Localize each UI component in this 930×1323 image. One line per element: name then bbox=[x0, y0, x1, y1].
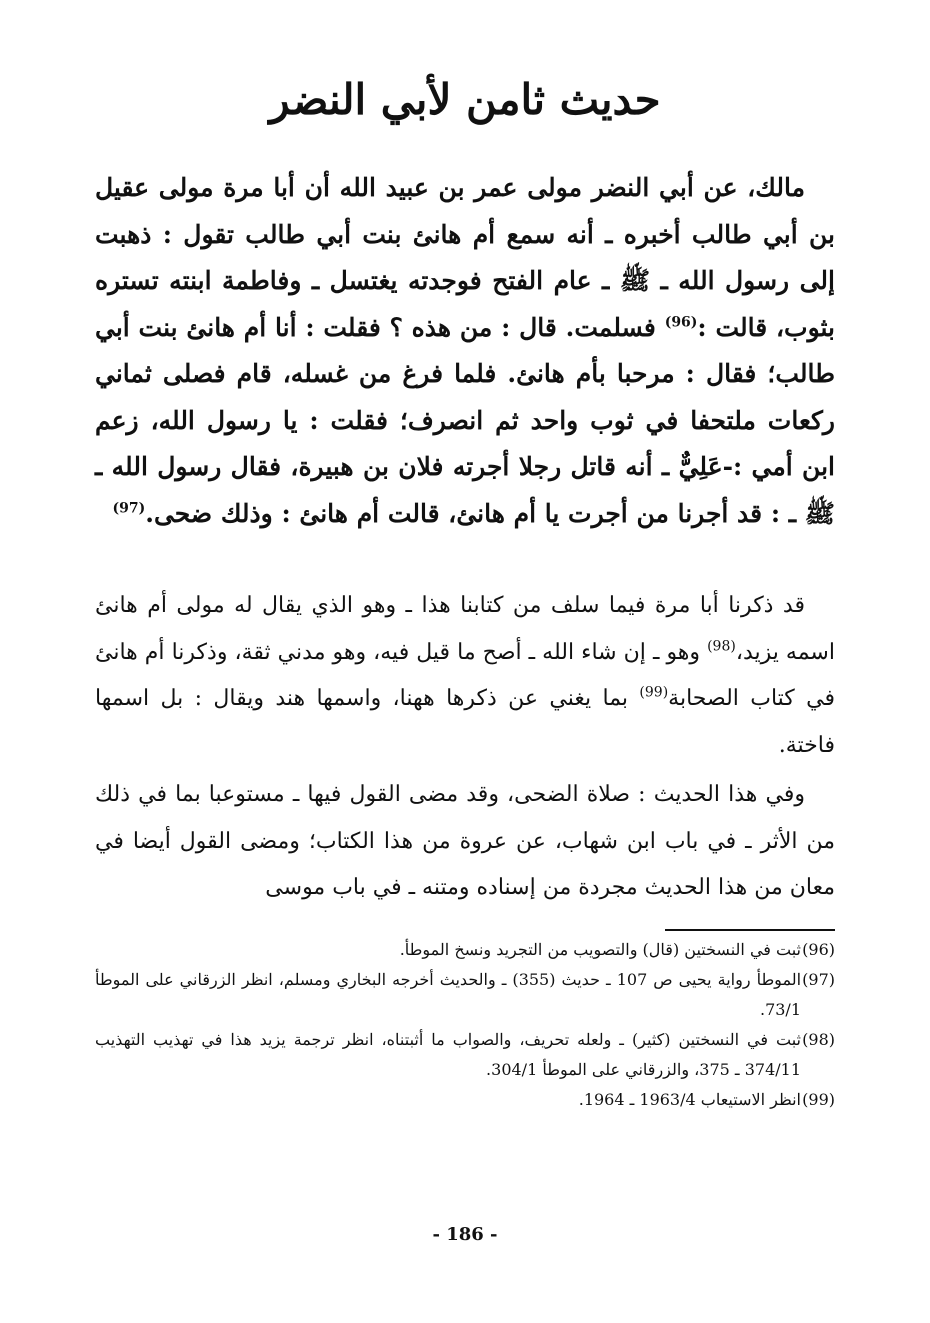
footnote-number: (98) bbox=[802, 1030, 835, 1049]
footnotes-list bbox=[95, 935, 835, 1115]
hadith-text-part-2: فسلمت. قال : من هذه ؟ فقلت : أنا أم هانئ بنت أبي طالب؛ فقال : مرحبا بأم هانئ. فلما فرغ من غسله، قام فصلى ثماني ركعات ملتحفا في ثوب واحد ثم انصرف؛ فقلت : يا رسول الله، زعم ابن أمي :-عَلِيٌّ ـ أنه قاتل رجلا أجرته فلان بن هبيرة، فقال رسول الله ـ ﷺ ـ : قد أجرنا من أجرت يا أم هانئ، قالت أم هانئ : وذلك ضحى. bbox=[95, 312, 835, 528]
footnote-item bbox=[95, 1085, 835, 1115]
footnote-number: (97) bbox=[802, 970, 836, 989]
footnote-ref-99: (99) bbox=[639, 684, 669, 701]
book-page bbox=[95, 0, 835, 1323]
footnote-item bbox=[95, 965, 835, 1025]
page-title: حديث ثامن لأبي النضر bbox=[269, 75, 661, 124]
footnote-number: (96) bbox=[802, 940, 835, 959]
commentary-paragraph bbox=[95, 583, 835, 769]
footnote-item bbox=[95, 1025, 835, 1085]
footnote-text: الموطأ رواية يحيى ص 107 ـ حديث (355) ـ والحديث أخرجه البخاري ومسلم، انظر الزرقاني على الموطأ 73/1. bbox=[95, 970, 802, 1019]
page-number: - 186 - bbox=[432, 1224, 498, 1245]
footnote-ref-98: (98) bbox=[707, 638, 736, 655]
commentary-text-part-1: قد ذكرنا أبا مرة فيما سلف من كتابنا هذا ـ وهو الذي يقال له مولى أم هانئ اسمه يزيد، bbox=[95, 593, 835, 665]
hadith-text-part-1: مالك، عن أبي النضر مولى عمر بن عبيد الله أن أبا مرة مولى عقيل بن أبي طالب أخبره ـ أنه سمع أم هانئ بنت أبي طالب تقول : ذهبت إلى رسول الله ـ ﷺ ـ عام الفتح فوجدته يغتسل ـ وفاطمة ابنته تستره بثوب، قالت : bbox=[95, 173, 836, 342]
commentary-text-part-3: بما يغني عن ذكرها ههنا، واسمها هند ويقال : بل اسمها فاختة. bbox=[95, 686, 835, 758]
discussion-paragraph: وفي هذا الحديث : صلاة الضحى، وقد مضى القول فيها ـ مستوعبا بما في ذلك من الأثر ـ في باب ابن شهاب، عن عروة من هذا الكتاب؛ ومضى القول أيضا في معان من هذا الحديث مجردة من إسناده ومتنه ـ في باب موسى bbox=[95, 782, 835, 900]
hadith-paragraph bbox=[95, 165, 835, 537]
footnote-item bbox=[95, 935, 835, 965]
footnote-text: ثبت في النسختين (قال) والتصويب من التجريد ونسخ الموطأ. bbox=[399, 940, 801, 959]
commentary-text-part-2: وهو ـ إن شاء الله ـ أصح ما قيل فيه، وهو مدني ثقة، وذكرنا أم هانئ في كتاب الصحابة bbox=[95, 639, 835, 711]
footnote-ref-97: (97) bbox=[112, 500, 146, 517]
footnote-ref-96: (96) bbox=[664, 314, 698, 331]
footnote-text: انظر الاستيعاب 1963/4 ـ 1964. bbox=[578, 1090, 801, 1109]
footnote-number: (99) bbox=[802, 1090, 835, 1109]
footnote-divider bbox=[665, 929, 835, 931]
footnote-text: ثبت في النسختين (كثير) ـ ولعله تحريف، والصواب ما أثبتناه، انظر ترجمة يزيد هذا في تهذيب التهذيب 374/11 ـ 375، والزرقاني على الموطأ 304/1. bbox=[95, 1030, 801, 1079]
